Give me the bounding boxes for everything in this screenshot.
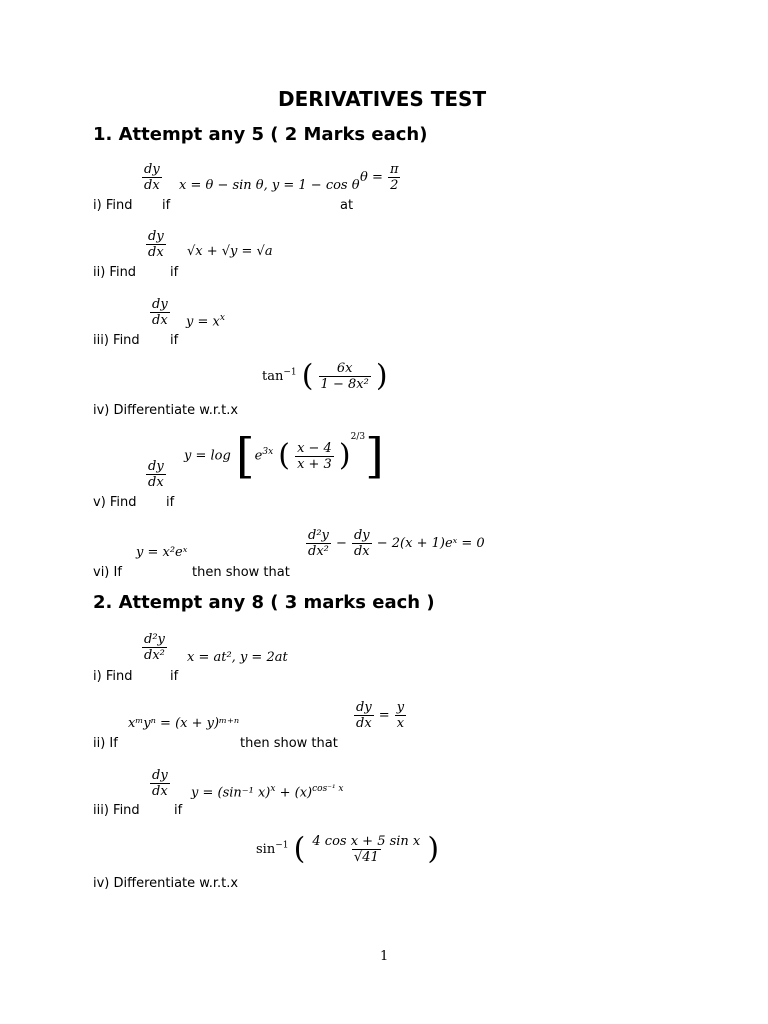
q1-v-label: v) Find: [93, 495, 137, 510]
q1-v-dydx: $\frac{dy}{dx}$: [148, 459, 164, 490]
q1-i-expression: x = θ − sin θ, y = 1 − cos θ: [179, 178, 360, 193]
q1-v-if: if: [166, 495, 175, 510]
q2-i-expression: x = at², y = 2at: [187, 650, 288, 665]
q1-iii-label: iii) Find: [93, 333, 140, 348]
section-1-heading: 1. Attempt any 5 ( 2 Marks each): [93, 124, 428, 145]
q1-i-if: if: [162, 198, 171, 213]
q1-ii-dydx: $\frac{dy}{dx}$: [148, 229, 164, 260]
q2-i-label: i) Find: [93, 669, 133, 684]
q1-vi-label: vi) If: [93, 565, 122, 580]
q1-i-at: at: [340, 198, 354, 213]
q2-iii-dydx: $\frac{dy}{dx}$: [152, 768, 168, 799]
q1-iv-expression: $\tan^{-1}$ ( $\frac{6x}{\text{1 − 8x²}}$ ): [262, 358, 388, 394]
q1-iii-expression: $y = x^x$: [186, 313, 225, 330]
q1-i-dydx: $\frac{dy}{dx}$: [144, 162, 160, 193]
q2-ii-show-expression: $\frac{dy}{dx}$ = $\frac{y}{x}$: [356, 700, 405, 731]
page-title: DERIVATIVES TEST: [278, 87, 487, 111]
q2-iii-if: if: [174, 803, 183, 818]
q2-ii-label: ii) If: [93, 736, 118, 751]
q1-v-expression: $y = \log [e^{3x}$ ( $\frac{x - 4}{x + 3}$ )$^{2/3}$]: [184, 428, 384, 484]
q1-i-label: i) Find: [93, 198, 133, 213]
q1-iii-if: if: [170, 333, 179, 348]
q2-i-if: if: [170, 669, 179, 684]
q2-iii-label: iii) Find: [93, 803, 140, 818]
q2-i-d2ydx2: $\frac{\text{d²y}}{\text{dx²}}$: [144, 632, 165, 663]
q1-vi-then: then show that: [192, 565, 290, 580]
q1-ii-label: ii) Find: [93, 265, 137, 280]
q1-ii-expression: √x + √y = √a: [187, 244, 273, 259]
q2-iii-expression: y = (sin⁻¹ $x)^x + (x)^{cos^{-1} x}$: [191, 784, 344, 801]
q1-vi-if-expression: y = x²eˣ: [136, 545, 188, 560]
q2-ii-then: then show that: [240, 736, 338, 751]
q1-iv-label: iv) Differentiate w.r.t.x: [93, 403, 239, 418]
q1-i-theta: θ = $\frac{\pi}{2}$: [360, 162, 399, 193]
q1-vi-show-expression: $\frac{\text{d²y}}{\text{dx²}}$ − $\frac{dy}{dx}$ − 2(x + 1)eˣ = 0: [308, 528, 485, 559]
page-number: 1: [380, 949, 389, 964]
q1-ii-if: if: [170, 265, 179, 280]
q2-iv-label: iv) Differentiate w.r.t.x: [93, 876, 239, 891]
q2-iv-expression: $\sin^{-1}$ ( $\frac{\text{4 cos x + 5 sin x}}{√41}$ ): [256, 831, 440, 867]
q2-ii-expression: xᵐyⁿ = (x + y)ᵐ⁺ⁿ: [128, 716, 240, 731]
section-2-heading: 2. Attempt any 8 ( 3 marks each ): [93, 592, 435, 613]
q1-iii-dydx: $\frac{dy}{dx}$: [152, 297, 168, 328]
